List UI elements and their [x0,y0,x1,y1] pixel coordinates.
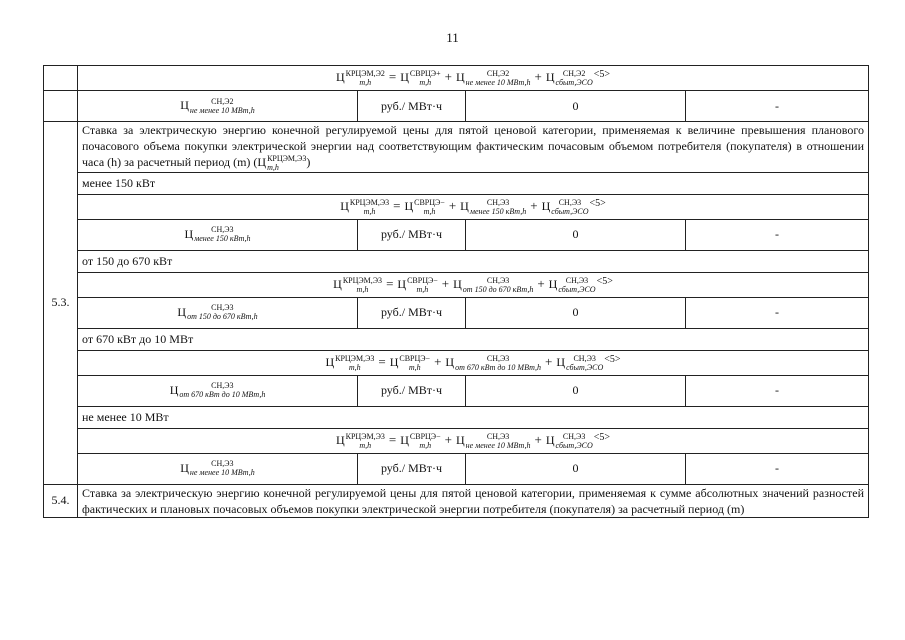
price-symbol: Ц КРЦЭМ,Э3 m,h [333,275,383,294]
price-symbol: Ц СВРЦЭ− m,h [404,197,445,216]
price-symbol: Ц СН,Э2 не менее 10 МВт,h [455,68,531,87]
rate-dash: - [686,453,869,484]
price-symbol: Ц КРЦЭМ,Э3 m,h [335,431,385,450]
group-title: менее 150 кВт [78,172,869,194]
formula-row [44,66,869,91]
footnote-ref: <5> [604,353,621,365]
rate-unit: руб./ МВт·ч [358,91,466,122]
footnote-ref: <5> [589,197,606,209]
rate-dash: - [686,219,869,250]
rate-unit: руб./ МВт·ч [358,219,466,250]
rate-row [44,91,869,122]
rate-row [44,375,869,406]
rate-value: 0 [466,453,686,484]
price-symbol: Ц СН,Э3 менее 150 кВт,h [460,197,527,216]
formula-row [44,428,869,453]
rate-value: 0 [466,375,686,406]
rate-row [44,297,869,328]
group-title-row [44,328,869,350]
rate-dash: - [686,91,869,122]
price-symbol: Ц СН,Э3 сбыт,ЭСО [545,431,593,450]
formula: Ц КРЦЭМ,Э3 m,h = Ц СВРЦЭ− m,h + Ц СН,Э3 не менее 10 МВт,h + Ц СН,Э3 сбыт,ЭСО $^{<5>}$ [78,428,869,453]
page-number: 11 [446,30,459,45]
price-symbol: Ц КРЦЭМ,Э2 m,h [335,68,385,87]
price-symbol: Ц СН,Э3 от 150 до 670 кВт,h [177,303,258,322]
rate-code [78,91,358,122]
rate-dash: - [686,375,869,406]
rate-code [78,219,358,250]
tariff-table [43,65,869,518]
group-title-row [44,250,869,272]
price-symbol: Ц СН,Э3 сбыт,ЭСО [556,353,604,372]
formula-row [44,194,869,219]
footnote-ref: <5> [596,275,613,287]
rate-dash: - [686,297,869,328]
price-symbol: Ц КРЦЭМ,Э3 m,h [257,153,307,172]
price-symbol: Ц СН,Э3 не менее 10 МВт,h [180,459,255,478]
formula: Ц КРЦЭМ,Э3 m,h = Ц СВРЦЭ− m,h + Ц СН,Э3 от 150 до 670 кВт,h + Ц СН,Э3 сбыт,ЭСО $^{<5>}$ [78,272,869,297]
section-number: 5.3. [44,122,78,485]
price-symbol: Ц СВРЦЭ− m,h [397,275,438,294]
price-symbol: Ц КРЦЭМ,Э3 m,h [340,197,390,216]
group-title-row [44,406,869,428]
formula: Ц КРЦЭМ,Э3 m,h = Ц СВРЦЭ− m,h + Ц СН,Э3 менее 150 кВт,h + Ц СН,Э3 сбыт,ЭСО $^{<5>}$ [78,194,869,219]
price-symbol: Ц СН,Э3 сбыт,ЭСО [548,275,596,294]
rate-value: 0 [466,297,686,328]
price-symbol: Ц СН,Э2 сбыт,ЭСО [545,68,593,87]
rate-code [78,297,358,328]
price-symbol: Ц СН,Э3 сбыт,ЭСО [541,197,589,216]
rate-unit: руб./ МВт·ч [358,453,466,484]
price-symbol: Ц СН,Э3 менее 150 кВт,h [184,225,251,244]
formula: Ц КРЦЭМ,Э3 m,h = Ц СВРЦЭ− m,h + Ц СН,Э3 от 670 кВт до 10 МВт,h + Ц СН,Э3 сбыт,ЭСО $^{<5>}$ [78,350,869,375]
price-symbol: Ц СН,Э3 от 670 кВт до 10 МВт,h [445,353,542,372]
rate-code [78,453,358,484]
section-number: 5.4. [44,484,78,517]
rate-row [44,453,869,484]
rate-value: 0 [466,219,686,250]
group-title: не менее 10 МВт [78,406,869,428]
footnote-ref: <5> [593,431,611,443]
section-text: Ставка за электрическую энергию конечной регулируемой цены для пятой ценовой категории, применяемая к сумме абсолютных значений разностей фактических и плановых почасовых объемов покупки электрической энергии потребителя (покупателя) за расчетный период (m) [78,484,869,517]
price-symbol: Ц СН,Э3 от 670 кВт до 10 МВт,h [169,381,266,400]
formula: Ц КРЦЭМ,Э2 m,h = Ц СВРЦЭ+ m,h + Ц СН,Э2 не менее 10 МВт,h + Ц СН,Э2 сбыт,ЭСО $^{<5>}$ [78,66,869,91]
price-symbol: Ц СВРЦЭ− m,h [400,431,441,450]
section-5-4 [44,484,869,517]
section-text: Ставка за электрическую энергию конечной регулируемой цены для пятой ценовой категории, применяемая к величине превышения планового почасового объема покупки электрической энергии над соответствующим фактическим почасовым объемом потребителя (покупателя) в отношении часа (h) за расчетный период (m) (Ц КРЦЭМ,Э3 m,h ) [78,122,869,173]
price-symbol: Ц СН,Э3 не менее 10 МВт,h [455,431,531,450]
price-symbol: Ц СН,Э2 не менее 10 МВт,h [180,96,255,115]
rate-row [44,219,869,250]
price-symbol: Ц КРЦЭМ,Э3 m,h [325,353,375,372]
rate-unit: руб./ МВт·ч [358,297,466,328]
rate-unit: руб./ МВт·ч [358,375,466,406]
formula-row [44,272,869,297]
price-symbol: Ц СВРЦЭ+ m,h [400,68,441,87]
formula-row [44,350,869,375]
rate-code [78,375,358,406]
group-title-row [44,172,869,194]
group-title: от 150 до 670 кВт [78,250,869,272]
section-5-3 [44,122,869,173]
price-symbol: Ц СВРЦЭ− m,h [389,353,431,372]
footnote-ref: <5> [593,69,611,81]
rate-value: 0 [466,91,686,122]
price-symbol: Ц СН,Э3 от 150 до 670 кВт,h [453,275,534,294]
group-title: от 670 кВт до 10 МВт [78,328,869,350]
